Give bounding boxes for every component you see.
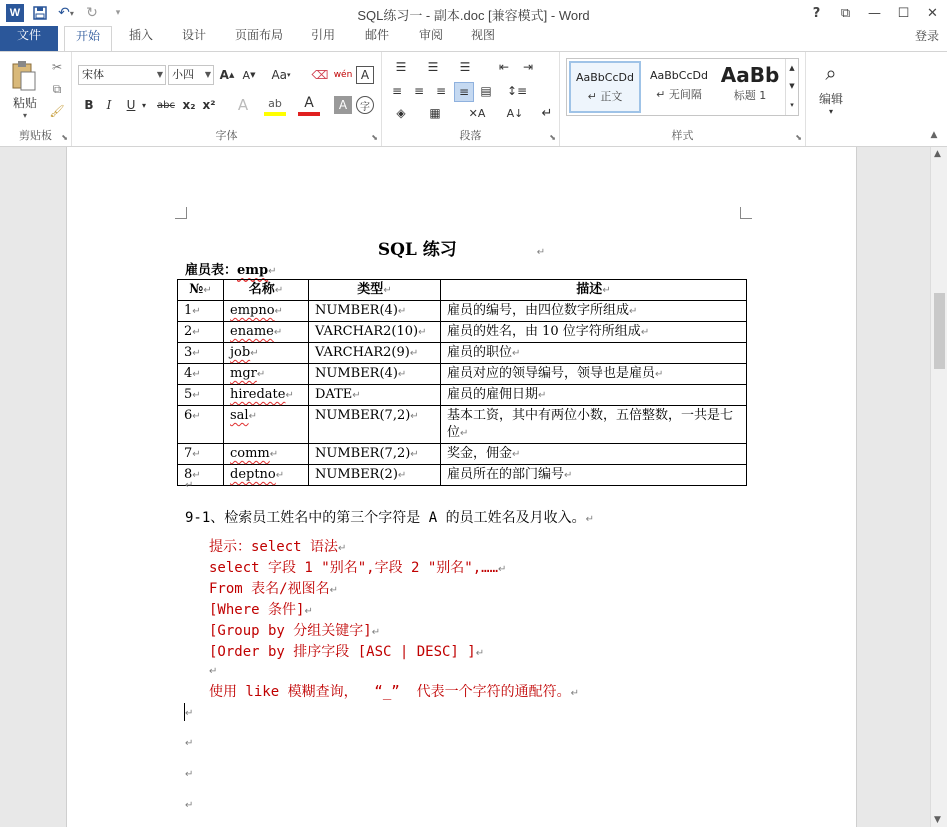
cell-type: DATE↵ (309, 385, 441, 406)
cell-name: comm↵ (224, 444, 309, 465)
table-row (178, 406, 747, 444)
editing-group (806, 52, 856, 146)
cell-type: NUMBER(4)↵ (309, 364, 441, 385)
question-text: 9-1、检索员工姓名中的第三个字符是 A 的员工姓名及月收入。↵ (185, 510, 594, 526)
scroll-thumb[interactable] (934, 293, 945, 369)
style-heading-1-name: 标题 1 (733, 89, 767, 102)
text-effects-icon[interactable]: A (237, 96, 249, 114)
distributed-icon[interactable]: ▤ (480, 84, 492, 98)
margin-crop-mark-right (740, 207, 752, 219)
paragraph-mark: ↵ (185, 708, 194, 719)
styles-scroll-down-icon[interactable]: ▼ (785, 77, 798, 95)
style-normal-name: ↵ 正文 (587, 90, 623, 103)
cell-name: empno↵ (224, 301, 309, 322)
cell-desc: 雇员对应的领导编号，领导也是雇员↵ (441, 364, 747, 385)
document-area (0, 147, 947, 827)
decrease-indent-icon[interactable]: ⇤ (498, 60, 510, 74)
minimize-button[interactable]: — (868, 5, 881, 21)
font-group-label: 字体 (215, 129, 238, 142)
paragraph-group-label: 段落 (459, 129, 482, 142)
paragraph-group (382, 52, 560, 146)
copy-icon[interactable]: ⧉ (52, 81, 62, 96)
hint-line: From 表名/视图名↵ (209, 581, 338, 597)
hint-line: 使用 like 模糊查询， “_” 代表一个字符的通配符。↵ (209, 684, 579, 700)
font-launcher-icon[interactable]: ⬊ (371, 133, 378, 142)
hint-line: 提示：select 语法↵ (209, 539, 347, 555)
ribbon-tabs (0, 26, 947, 51)
clipboard-group (0, 52, 72, 146)
cell-type: VARCHAR2(9)↵ (309, 343, 441, 364)
format-painter-icon[interactable]: 🖌 (49, 104, 65, 118)
paragraph-mark: ↵ (185, 480, 194, 491)
tab-mailings[interactable]: 邮件 (364, 28, 389, 42)
style-normal[interactable] (569, 61, 641, 113)
font-size-value: 小四 (172, 68, 194, 81)
tab-page-layout[interactable]: 页面布局 (234, 28, 283, 42)
close-button[interactable]: ✕ (927, 5, 938, 21)
scroll-up-icon[interactable]: ▲ (934, 149, 941, 159)
document-title: SQL 练习 ↵ (377, 240, 546, 260)
sort-icon[interactable]: A↓ (506, 106, 524, 120)
align-left-icon[interactable]: ≡ (391, 84, 403, 98)
title-bar (0, 0, 947, 26)
maximize-button[interactable]: ☐ (897, 5, 910, 21)
styles-group-label: 样式 (671, 129, 694, 142)
cut-icon[interactable]: ✂ (51, 60, 63, 74)
line-spacing-icon[interactable]: ↕≡ (506, 84, 528, 98)
paragraph-mark: ↵ (185, 800, 194, 811)
editing-button[interactable]: 编辑 (818, 91, 843, 106)
tab-home[interactable]: 开始 (64, 26, 112, 52)
styles-gallery (566, 58, 799, 116)
cell-name: job↵ (224, 343, 309, 364)
hint-line: [Order by 排序字段 [ASC | DESC] ]↵ (209, 644, 485, 660)
cell-desc: 雇员的姓名，由 10 位字符所组成↵ (441, 322, 747, 343)
cell-name: mgr↵ (224, 364, 309, 385)
highlight-color-icon[interactable]: ab (264, 94, 286, 116)
enclose-characters-icon[interactable]: 字 (356, 96, 374, 114)
shrink-font-icon[interactable]: A ▼ (242, 68, 256, 82)
cell-name: deptno↵ (224, 465, 309, 486)
font-size-combo[interactable] (168, 65, 214, 85)
font-name-combo[interactable] (78, 65, 166, 85)
help-button[interactable]: ? (812, 5, 821, 21)
header-cell-type: 类型↵ (309, 280, 441, 301)
paragraph-launcher-icon[interactable]: ⬊ (549, 133, 556, 142)
table-row (178, 465, 747, 486)
ribbon-display-options-button[interactable]: ⧉ (840, 5, 851, 21)
ribbon (0, 51, 947, 147)
header-cell-name: 名称↵ (224, 280, 309, 301)
style-no-spacing-name: ↵ 无间隔 (656, 88, 702, 101)
cell-no: 2↵ (178, 322, 224, 343)
cell-type: VARCHAR2(10)↵ (309, 322, 441, 343)
styles-scroll-up-icon[interactable]: ▲ (785, 59, 798, 77)
clear-formatting-icon[interactable]: ⌫ (311, 68, 329, 82)
cell-type: NUMBER(4)↵ (309, 301, 441, 322)
find-binoculars-icon[interactable]: ⌕ (825, 61, 837, 85)
shading-icon[interactable]: ◈ (396, 106, 406, 120)
character-border-icon[interactable]: A (356, 66, 374, 84)
tab-design[interactable]: 设计 (181, 28, 206, 42)
style-heading-1-sample: AaBb (720, 63, 780, 87)
change-case-icon[interactable]: Aa ▾ (271, 68, 291, 82)
cell-type: NUMBER(7,2)↵ (309, 444, 441, 465)
chevron-down-icon: ▼ (156, 70, 163, 79)
paste-dropdown-icon[interactable]: ▾ (22, 110, 27, 120)
cell-no: 8↵ (178, 465, 224, 486)
cell-desc: 奖金，佣金↵ (441, 444, 747, 465)
cell-name: hiredate↵ (224, 385, 309, 406)
hint-line: ↵ (209, 666, 218, 677)
cell-desc: 雇员的编号，由四位数字所组成↵ (441, 301, 747, 322)
align-right-icon[interactable]: ≡ (435, 84, 447, 98)
borders-icon[interactable]: ▦ (429, 106, 441, 120)
header-cell-no: №↵ (178, 280, 224, 301)
cell-type: NUMBER(2)↵ (309, 465, 441, 486)
font-color-icon[interactable]: A (298, 94, 320, 116)
cell-no: 7↵ (178, 444, 224, 465)
table-row (178, 364, 747, 385)
table-row (178, 343, 747, 364)
hint-line: select 字段 1 "别名",字段 2 "别名",……↵ (209, 560, 507, 576)
subscript-button[interactable]: x₂ (182, 98, 196, 112)
styles-more-icon[interactable]: ▾ (785, 95, 798, 115)
show-formatting-marks-icon[interactable]: ↵ (541, 105, 553, 121)
strikethrough-button[interactable]: abc (157, 99, 175, 111)
word-app-icon[interactable]: W (6, 4, 24, 22)
collapse-ribbon-icon[interactable]: ▲ (930, 130, 938, 140)
chinese-layout-icon[interactable]: ✕A (468, 106, 486, 120)
cell-no: 3↵ (178, 343, 224, 364)
style-heading-1[interactable] (717, 61, 783, 113)
hint-line: [Where 条件]↵ (209, 602, 313, 618)
paragraph-mark: ↵ (185, 769, 194, 780)
redo-icon[interactable]: ↻ (86, 5, 98, 21)
italic-button[interactable]: I (106, 98, 112, 112)
customize-qat-icon[interactable]: ▾ (115, 8, 121, 18)
bold-button[interactable]: B (84, 98, 94, 112)
margin-crop-mark-left (175, 207, 187, 219)
clipboard-group-label: 剪贴板 (19, 129, 52, 142)
cell-no: 5↵ (178, 385, 224, 406)
tab-file[interactable]: 文件 (0, 26, 58, 51)
scroll-down-icon[interactable]: ▼ (934, 815, 941, 825)
tab-insert[interactable]: 插入 (128, 28, 153, 42)
style-no-spacing[interactable] (643, 61, 715, 113)
document-title-text: SQL 练习 (377, 240, 457, 260)
hint-line: [Group by 分组关键字]↵ (209, 623, 381, 639)
table-row (178, 322, 747, 343)
vertical-scrollbar[interactable] (930, 147, 947, 827)
underline-button[interactable]: U (126, 98, 136, 112)
clipboard-launcher-icon[interactable]: ⬊ (61, 133, 68, 142)
cell-no: 1↵ (178, 301, 224, 322)
table-row (178, 385, 747, 406)
chevron-down-icon: ▼ (204, 70, 211, 79)
character-shading-icon[interactable]: A (334, 96, 352, 114)
tab-view[interactable]: 视图 (470, 28, 495, 42)
table-header-row (178, 280, 747, 301)
paste-button[interactable]: 粘贴 (12, 95, 37, 110)
table-caption-prefix: 雇员表： (185, 263, 238, 278)
underline-dropdown-icon[interactable]: ▾ (141, 100, 146, 110)
table-caption: 雇员表：emp↵ (185, 263, 277, 278)
cell-desc: 雇员所在的部门编号↵ (441, 465, 747, 486)
table-row (178, 301, 747, 322)
window-title: SQL练习一 - 副本.doc [兼容模式] - Word (357, 8, 590, 23)
tab-references[interactable]: 引用 (310, 28, 335, 42)
increase-indent-icon[interactable]: ⇥ (522, 60, 534, 74)
font-group (72, 52, 382, 146)
numbering-icon[interactable]: ☰ (427, 60, 439, 74)
cell-desc: 雇员的职位↵ (441, 343, 747, 364)
font-name-value: 宋体 (82, 68, 104, 81)
tab-review[interactable]: 审阅 (418, 28, 443, 42)
style-normal-sample: AaBbCcDd (576, 71, 634, 84)
cell-desc: 雇员的雇佣日期↵ (441, 385, 747, 406)
justify-icon[interactable]: ≡ (454, 82, 474, 102)
bullets-icon[interactable]: ☰ (395, 60, 407, 74)
styles-launcher-icon[interactable]: ⬊ (795, 133, 802, 142)
grow-font-icon[interactable]: A ▲ (219, 68, 235, 82)
align-center-icon[interactable]: ≡ (413, 84, 425, 98)
cell-name: sal↵ (224, 406, 309, 444)
cell-no: 4↵ (178, 364, 224, 385)
multilevel-list-icon[interactable]: ☰ (459, 60, 471, 74)
paragraph-mark: ↵ (185, 738, 194, 749)
cell-desc: 基本工资，其中有两位小数，五倍整数，一共是七位↵ (441, 406, 747, 444)
editing-dropdown-icon[interactable]: ▾ (828, 106, 833, 116)
cell-no: 6↵ (178, 406, 224, 444)
table-caption-name: emp (237, 263, 269, 278)
table-row (178, 444, 747, 465)
phonetic-guide-icon[interactable]: wén (333, 70, 353, 80)
sign-in-link[interactable]: 登录 (914, 29, 939, 43)
style-no-spacing-sample: AaBbCcDd (650, 69, 708, 82)
paste-icon[interactable] (8, 58, 40, 94)
emp-table (177, 279, 747, 486)
cell-type: NUMBER(7,2)↵ (309, 406, 441, 444)
undo-icon[interactable]: ↶ ▾ (58, 5, 74, 21)
superscript-button[interactable]: x² (202, 98, 216, 112)
cell-name: ename↵ (224, 322, 309, 343)
header-cell-desc: 描述↵ (441, 280, 747, 301)
